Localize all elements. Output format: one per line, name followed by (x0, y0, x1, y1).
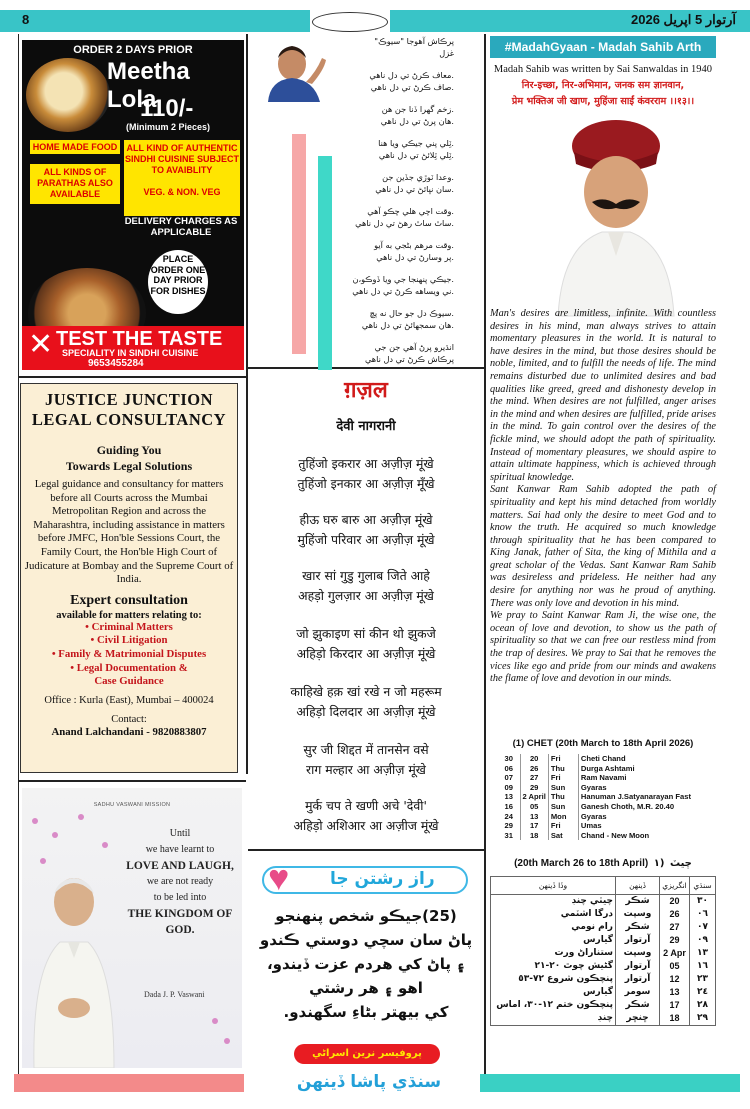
service-item: • Legal Documentation & (70, 661, 188, 674)
date-line: آرتوار 5 اپريل 2026 (631, 12, 736, 27)
expert-heading: Expert consultation (70, 592, 188, 608)
blossom-icon (52, 832, 58, 838)
chet-table (498, 754, 712, 840)
raz-title: راز رشتن جا (330, 869, 435, 889)
table-row (491, 908, 716, 921)
poem-line: غزل (439, 47, 454, 58)
table-cell: رام نومي (491, 921, 616, 934)
table-cell: 12 (660, 973, 690, 986)
contact-label: Contact: (111, 713, 147, 725)
poem-line: .سان نڀائڻ تي دل ناهي (375, 183, 454, 194)
ghazal-line: मुर्क चप ते खणी अचे 'देवी' (305, 798, 427, 813)
sindhi-title-num: (١ (653, 858, 665, 869)
quote-line: LOVE AND LAUGH, (126, 860, 234, 872)
table-cell: 26 (520, 764, 548, 774)
table-row (491, 934, 716, 947)
madah-text (490, 308, 716, 686)
table-cell: آرتوار (616, 934, 660, 947)
raz-line: پاڻ سان سچي دوستي ڪندو (259, 931, 473, 949)
sindhi-title-eng: (20th March 26 to 18th April) (514, 858, 649, 869)
ad-title: Meetha Lola (107, 58, 190, 113)
table-cell: Gyaras (580, 782, 607, 792)
ghazal-line: सुर जी शिद्दत में तानसेन वसे (303, 742, 429, 757)
contact-person: Anand Lalchandani - 9820883807 (51, 725, 207, 738)
table-row (491, 1012, 716, 1026)
table-cell: 27 (520, 773, 548, 783)
justice-title-1: JUSTICE JUNCTION (45, 390, 213, 409)
table-cell: شڪر (616, 921, 660, 934)
poem-stanza (304, 308, 454, 331)
justice-title-2: LEGAL CONSULTANCY (31, 410, 227, 429)
poem-line: انڌيرو پرڻ آهي جن جي (374, 342, 454, 352)
top-bar (0, 10, 750, 32)
table-cell: Durga Ashtami (580, 763, 635, 773)
table-row (491, 921, 716, 934)
bottom-bar (0, 1074, 750, 1094)
poem-stanza (304, 342, 454, 365)
delivery-note: DELIVERY CHARGES AS APPLICABLE (124, 216, 238, 238)
table-row (491, 960, 716, 973)
madah-hashtag: #MadahGyaan - Madah Sahib Arth (490, 36, 716, 58)
table-cell: گيارس (491, 934, 616, 947)
table-cell: 16 (498, 802, 520, 812)
table-cell: آرتوار (616, 960, 660, 973)
col-header: وڏا ڏينهن (491, 877, 616, 895)
service-item: • Family & Matrimonial Disputes (51, 647, 207, 660)
order-note: ORDER 2 DAYS PRIOR (73, 44, 193, 56)
table-cell: ڇنڇر (616, 1012, 660, 1026)
col-header: سنڌي (690, 877, 716, 895)
ghazal-section (250, 370, 482, 848)
poem-line: .هان سمجهائڻ تي دل ناهي (361, 319, 454, 330)
ghazal-line: अहिड़ो किरदार आ अज़ीज़ मूंखे (296, 646, 436, 661)
signature: Dada J. P. Vaswani (144, 990, 205, 999)
poem-stanza (304, 36, 454, 59)
table-cell: چنڊ (491, 1012, 616, 1026)
table-cell: ٢٤ (690, 986, 716, 999)
chet-table-section (490, 738, 716, 854)
table-cell: ستناراڻ ورت (491, 947, 616, 960)
place-order-badge: PLACE ORDER ONE DAY PRIOR FOR DISHES (148, 250, 208, 314)
ghazal-line: अहिड़ो अशिआर आ अज़ीज मूंखे (293, 818, 439, 833)
table-cell: 20 (520, 754, 548, 764)
sindhi-title (488, 858, 718, 869)
table-row (498, 754, 712, 764)
justice-body: Legal guidance and consultancy for matters before all Courts across the Mumbai Metropolitan Region and across the Maharashtra, including assistance in matters before JMFC, Hon'ble Sessions Court, the Family Court, the Hon'ble High Court of Judicature at Bombay and the Supreme Court of India. (24, 478, 234, 586)
table-cell: Thu (548, 764, 578, 774)
poem-line: .جيڪي پنهنجا جي ويا ڏوڪو،ن (352, 274, 454, 284)
ghazal-line: हीऊ घरु बारु आ अज़ीज़ मूंखे (299, 512, 433, 527)
quote-line: to be led into (153, 892, 207, 903)
table-cell: ٣٠ (690, 895, 716, 909)
table-cell: Cheti Chand (580, 754, 626, 763)
table-cell: 2 Apr (660, 947, 690, 960)
madah-paragraph: Sant Kanwar Ram Sahib adopted the path of spirituality and kept his mind detached from worldly matters. Sai had only the desire to meet God and to know the truth. He acquired so much knowledge through spirituality that he has been compared to King Janak, father of Sita, the king of Mithila and a great scholar of the Vedas. Sant Kanwar Ram Sahib was desireless and prideless. He neither had any desire for anything nor was he proud of anything. There was only love and devotion in his mind. (490, 484, 716, 609)
table-cell: Chand - New Moon (580, 830, 650, 840)
sindhi-table (490, 876, 716, 1026)
min-qty: (Minimum 2 Pieces) (126, 122, 211, 132)
ghazal-line: अहड़ो गुलज़ार आ अज़ीज़ मूंखे (298, 588, 434, 603)
poem-stanza (304, 70, 454, 93)
quote-line: Until (169, 828, 191, 839)
table-cell: Fri (548, 821, 578, 831)
table-cell: 05 (520, 802, 548, 812)
table-cell: گڻيش چوٿ ٢٠-٢١ (491, 960, 616, 973)
table-cell: 29 (660, 934, 690, 947)
blossom-icon (78, 814, 84, 820)
top-strip-left (0, 10, 310, 32)
poem-line: .ٽِلي ٽِلائڻ تي دل ناهي (378, 149, 454, 160)
ghazal-stanza (250, 510, 482, 550)
ghazal-line: तुहिंजो इनकार आ अज़ीज़ मूँखे (297, 476, 435, 491)
ad-phone: 9653455284 (88, 358, 144, 369)
meetha-lola-ad (22, 40, 244, 370)
table-cell: 13 (660, 986, 690, 999)
guiding-2: Towards Legal Solutions (65, 459, 193, 473)
poem-line: .وقت اچي هلي چڪو آهي (367, 206, 454, 216)
quote-line: we have learnt to (145, 844, 215, 855)
table-cell: ٠٧ (690, 921, 716, 934)
blossom-icon (224, 1038, 230, 1044)
table-row (498, 802, 712, 812)
cuisine-text: ALL KIND OF AUTHENTIC SINDHI CUISINE SUBJECT TO AVAIBLITY (124, 143, 240, 175)
poem-line: .زخم گهرا ڏنا جن هن (381, 104, 454, 114)
table-cell: 24 (498, 812, 520, 822)
madah-gyaan (490, 36, 716, 736)
table-cell: 09 (498, 783, 520, 793)
table-cell: 17 (660, 999, 690, 1012)
ghazal-stanza (250, 624, 482, 664)
ghazal-stanza (250, 454, 482, 494)
blossom-icon (212, 1018, 218, 1024)
blossom-icon (102, 842, 108, 848)
table-cell: Sun (548, 802, 578, 812)
table-cell: 07 (498, 773, 520, 783)
chet-title: (1) CHET (20th March to 18th April 2026) (512, 738, 694, 749)
table-cell: 26 (660, 908, 690, 921)
poem-line: .ني ويساهه ڪرڻ تي دل ناهي (352, 285, 454, 296)
table-cell: Fri (548, 754, 578, 764)
table-row (498, 773, 712, 783)
table-row (498, 764, 712, 774)
table-cell: Hanuman J.Satyanarayan Fast (580, 792, 692, 802)
veg-text: VEG. & NON. VEG (143, 187, 221, 197)
raz-rishtan-ja (250, 852, 482, 1072)
madah-paragraph: Man's desires are limitless, infinite. With countless desires in his mind, man always strives to attain momentary pleasures in the world. It is natural to have desires in the mind, but those desires should be noble, limited, and to fulfill the needs of life. The mind remains disturbed due to unlimited desires and bad qualities like greed, greed and dishonesty develop in the mind. When desires are not fulfilled, anger arises in the mind and when desires are fulfilled, pride arises in the mind. To gain control over the desires of the fickle mind, we should adopt the path of spirituality. Instead of momentary pleasures, we should aspire to attain ultimate happiness, which is achieved through spiritual knowledge. (490, 308, 716, 483)
table-row (491, 895, 716, 909)
table-cell: 2 April (520, 792, 548, 802)
madah-paragraph: We pray to Saint Kanwar Ram Ji, the wise one, the ocean of love and devotion, to show us the path of spirituality so that we can free our restless mind from the trap of desires. We pray to Sai that he removes the vices like ego and pride from our minds and awakens the flame of love and devotion in our minds. (490, 610, 716, 685)
divider-left (246, 34, 248, 774)
ghazal-stanza (250, 796, 482, 836)
ghazal-line: तुहिंजो इकरार आ अज़ीज़ मूंखे (298, 456, 434, 471)
hindi-verse-2: प्रेम भक्तिअ जी खाण, मुहिंजा साईं कंवरराम ।।१३।। (511, 96, 695, 107)
page-edge-left (18, 34, 19, 1074)
sant-kanwar-ram-photo (552, 116, 680, 336)
ad-red-banner (22, 326, 244, 370)
poem-line: .ساٿ ساٿ رهڻ تي دل ناهي (355, 217, 454, 228)
table-cell: شڪر (616, 895, 660, 909)
bottom-strip-right (480, 1074, 740, 1092)
table-cell: 30 (498, 754, 520, 764)
table-cell: ٢٨ (690, 999, 716, 1012)
ghazal-stanza (250, 566, 482, 606)
table-cell: 06 (498, 764, 520, 774)
ghazal-line: जो झुकाइण सां कीन थो झुकजे (296, 626, 436, 641)
poem-stanza (304, 104, 454, 127)
speciality: SPECIALITY IN SINDHI CUISINE (62, 348, 199, 358)
ghazal-title: ग़ज़ल (344, 378, 388, 403)
table-cell: 17 (520, 821, 548, 831)
ghazal-line: मुहिंजो परिवार आ अज़ीज़ मूंखे (297, 532, 435, 547)
poem-line: .پر وسارڻ تي دل ناهي (376, 251, 454, 262)
guiding-1: Guiding You (96, 443, 162, 457)
table-row (491, 999, 716, 1012)
table-cell: Ram Navami (580, 773, 627, 783)
heart-icon: ♥ (268, 857, 290, 898)
raz-author: پروفيسر نرين اسراڻي (294, 1044, 440, 1064)
table-row (498, 783, 712, 793)
tagline: TEST THE TASTE (56, 328, 223, 350)
footer-logo: سنڌي پاشا ڏينهن (296, 1072, 442, 1092)
raz-line: کي بيهتر بڻاءِ سگهندو. (283, 1003, 449, 1021)
table-cell: 31 (498, 831, 520, 841)
ad-price: 110/- (140, 95, 194, 122)
sindhi-title-month: چيٽ (670, 858, 692, 869)
divider-right (484, 34, 486, 1074)
fork-knife-icon: ✕ (28, 328, 54, 361)
poem-stanza (304, 274, 454, 297)
poem-line: .معاف ڪرڻ تي دل ناهي (369, 70, 454, 80)
written-by: Madah Sahib was written by Sai Sanwaldas in 1940 (493, 64, 713, 75)
poem-stanza (304, 172, 454, 195)
table-cell: Umas (580, 821, 602, 831)
table-row (498, 821, 712, 831)
mission-name: SADHU VASWANI MISSION (93, 802, 171, 808)
sindhi-table-section (488, 858, 718, 1070)
table-cell: Mon (548, 812, 578, 822)
service-item: • Civil Litigation (90, 634, 168, 647)
vaswani-quote (118, 826, 242, 938)
table-cell: پنچڪون ختم ١٢-٣٠، اماس (491, 999, 616, 1012)
page-number: 8 (22, 12, 30, 27)
ghazal-stanza (250, 682, 482, 722)
table-cell: گيارس (491, 986, 616, 999)
ghazal-line: राग मल्हार आ अज़ीज़ मूंखे (306, 762, 426, 777)
table-cell: ٠٩ (690, 934, 716, 947)
quote-line: THE KINGDOM OF GOD. (127, 908, 233, 936)
table-cell: آرتوار (616, 973, 660, 986)
table-cell: 13 (520, 812, 548, 822)
table-cell: پنچڪون شروع ٧٢-٥٣ (491, 973, 616, 986)
table-cell: ١٦ (690, 960, 716, 973)
table-cell: 29 (498, 821, 520, 831)
sindhi-poem (250, 36, 482, 366)
parathas-label: ALL KINDS OF PARATHAS ALSO AVAILABLE (30, 164, 120, 204)
poem-stanza (304, 240, 454, 263)
service-item: • Criminal Matters (85, 620, 173, 633)
bottom-strip-left (14, 1074, 244, 1092)
table-cell: ١٣ (690, 947, 716, 960)
blossom-icon (32, 818, 38, 824)
table-cell: شڪر (616, 999, 660, 1012)
table-cell: وسپت (616, 908, 660, 921)
table-cell: سومر (616, 986, 660, 999)
divider-ad-1 (18, 376, 246, 378)
service-item: Case Guidance (94, 675, 164, 688)
hindi-verse-1: निर-इच्छा, निर-अभिमान, जनक सम ज्ञानवान, (521, 80, 685, 91)
table-cell: ٢٩ (690, 1012, 716, 1026)
table-cell: Sun (548, 783, 578, 793)
ghazal-line: अहिड़ो दिलदार आ अज़ीज़ मूंखे (296, 704, 436, 719)
poem-line: .ٽِلي پني جيڪي ويا هنا (378, 138, 454, 148)
col-header: ڏينهن (616, 877, 660, 895)
office-address: Office : Kurla (East), Mumbai – 400024 (44, 694, 214, 706)
home-made-label: HOME MADE FOOD (30, 140, 120, 154)
table-row (498, 812, 712, 822)
table-row (491, 986, 716, 999)
table-row (491, 973, 716, 986)
col-header: انگريزي (660, 877, 690, 895)
table-cell: 27 (660, 921, 690, 934)
poem-line: .وعدا ٽوڙي جڏين جن (382, 172, 454, 182)
vaswani-ad (22, 788, 242, 1068)
table-cell: درگا اشٽمي (491, 908, 616, 921)
ghazal-stanza (250, 740, 482, 780)
top-oval (312, 12, 388, 32)
table-cell: 20 (660, 895, 690, 909)
poem-stanza (304, 206, 454, 229)
poem-line: پرڪاش ڪرڻ تي دل ناهي (364, 353, 454, 364)
poem-line: .صاف ڪرڻ تي دل ناهي (370, 81, 454, 92)
table-row (498, 792, 712, 802)
meetha-lola-photo (26, 58, 110, 132)
dada-vaswani-photo (24, 858, 118, 1068)
table-cell: 13 (498, 792, 520, 802)
poem-line: پرڪاش آهوجا "سيوڪ" (374, 36, 454, 46)
divider-ad-2 (18, 780, 246, 782)
table-cell: 05 (660, 960, 690, 973)
raz-line: اهو ۽ هر رشتي (309, 979, 423, 997)
poem-line: .سيوڪ دل جو حال نه پڇ (369, 308, 454, 318)
raz-line: ۽ پاڻ کي هردم عزت ڏيندو، (266, 955, 466, 973)
ghazal-line: खार सां गुडु गुलाब जिते आहे (302, 568, 430, 583)
table-cell: 18 (660, 1012, 690, 1026)
table-cell: وسپت (616, 947, 660, 960)
raz-line: (25)جيڪو شخص پنهنجو (275, 907, 457, 925)
table-cell: Sat (548, 831, 578, 841)
table-cell: Gyaras (580, 811, 607, 821)
divider-ghazal (248, 849, 484, 851)
table-cell: ٢٣ (690, 973, 716, 986)
justice-junction-ad (20, 383, 238, 773)
ghazal-author: देवी नागरानी (336, 419, 396, 434)
available-label: available for matters relating to: (56, 609, 202, 621)
table-cell: Fri (548, 773, 578, 783)
poem-stanzas (304, 36, 454, 376)
table-cell: 18 (520, 831, 548, 841)
raz-body (254, 904, 478, 1024)
ghazal-line: काहिखे हक़ खां रखे न जो महरूम (290, 684, 442, 699)
poem-stanza (304, 138, 454, 161)
table-cell: 29 (520, 783, 548, 793)
table-cell: Thu (548, 792, 578, 802)
table-cell: Ganesh Choth, M.R. 20.40 (580, 801, 675, 811)
table-row (498, 831, 712, 841)
poem-line: .وقت مرهم بڻجي به آيو (374, 240, 454, 250)
quote-line: we are not ready (146, 876, 214, 887)
table-row (491, 947, 716, 960)
table-cell: چيٽي چنڊ (491, 895, 616, 909)
cuisine-label (124, 140, 240, 216)
table-cell: ٠٦ (690, 908, 716, 921)
raz-header (262, 866, 468, 894)
poem-line: .هان پرڻ تي دل ناهي (380, 115, 454, 126)
